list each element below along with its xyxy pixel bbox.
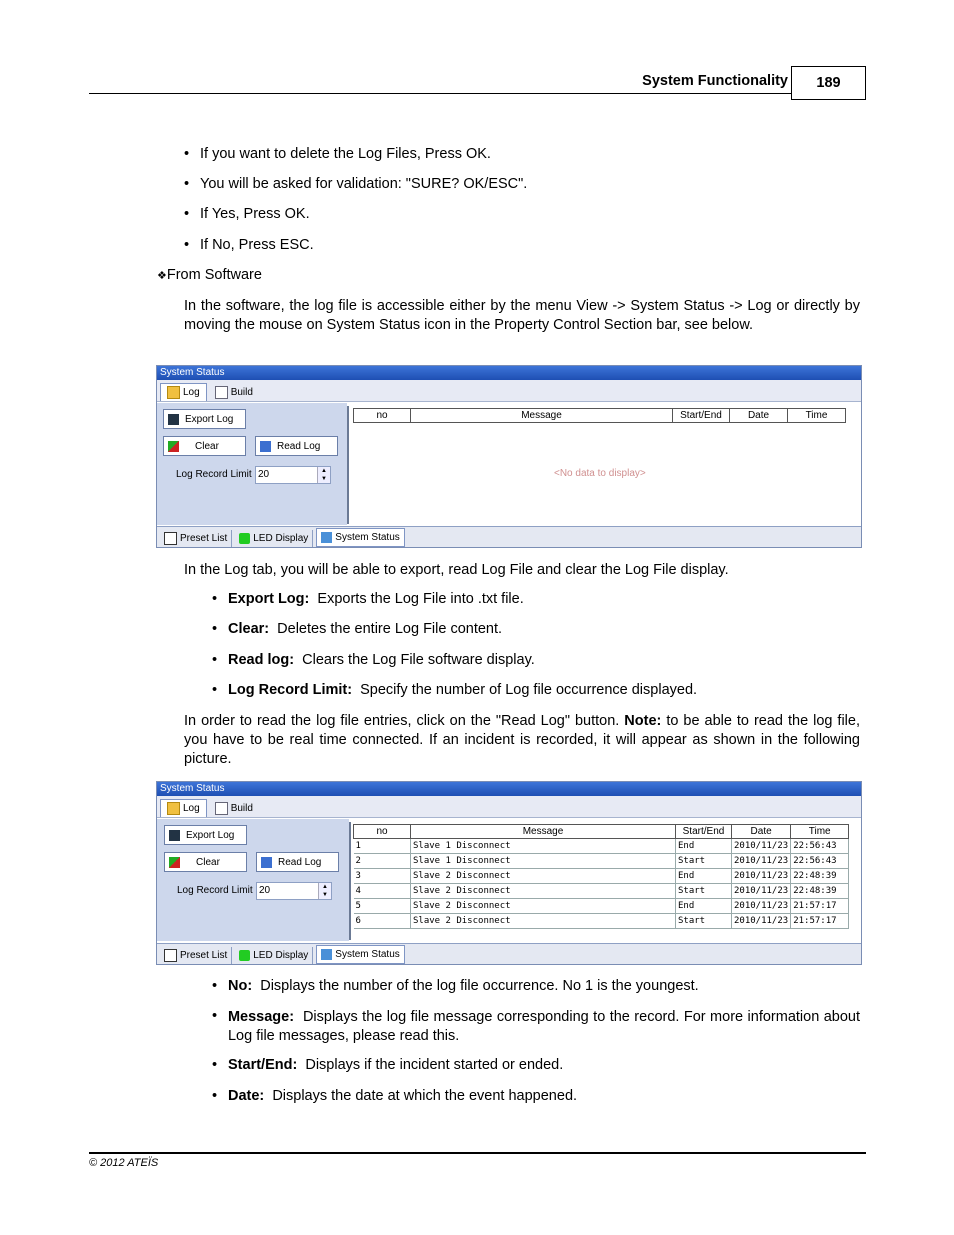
list-item: • Message: Displays the log file message corresponding to the record. For more information about Log file messages, please read this. — [212, 1008, 860, 1044]
led-icon — [239, 533, 250, 544]
document-icon — [215, 386, 228, 399]
column-header[interactable]: no — [354, 409, 411, 423]
column-header[interactable]: no — [354, 825, 411, 839]
table-row[interactable]: 2 Slave 1 Disconnect Start 2010/11/23 22:56:43 — [354, 854, 849, 869]
folder-icon — [167, 386, 180, 399]
tab-led-display[interactable]: LED Display — [235, 947, 313, 964]
folder-icon — [167, 802, 180, 815]
paragraph: In order to read the log file entries, click on the "Read Log" button. Note: to be able to read the log file, you have to be real time connected. If an incident is recorded, it will appear as shown in the following picture. — [184, 713, 860, 767]
list-item: • You will be asked for validation: "SURE? OK/ESC". — [184, 176, 528, 192]
system-status-panel — [156, 781, 862, 965]
list-item: • If you want to delete the Log Files, Press OK. — [184, 146, 491, 162]
copyright: © 2012 ATEÏS — [89, 1157, 159, 1169]
column-header[interactable]: Message — [411, 825, 676, 839]
log-record-limit-label: Log Record Limit — [176, 469, 252, 480]
column-header[interactable]: Time — [788, 409, 846, 423]
panel-title: System Status — [157, 366, 861, 380]
page-number: 189 — [791, 66, 866, 100]
log-record-limit-stepper[interactable]: 20 ▲ ▼ — [255, 466, 331, 484]
list-item: • No: Displays the number of the log file occurrence. No 1 is the youngest. — [212, 978, 699, 994]
tab-preset-list[interactable]: Preset List — [160, 947, 232, 964]
empty-state-text: <No data to display> — [554, 468, 646, 479]
list-icon — [164, 949, 177, 962]
document-icon — [215, 802, 228, 815]
system-status-panel — [156, 365, 862, 548]
column-header[interactable]: Start/End — [676, 825, 732, 839]
read-log-icon — [260, 441, 271, 452]
header-rule — [89, 93, 791, 94]
tab-log[interactable]: Log — [160, 383, 207, 401]
export-log-button[interactable]: Export Log — [164, 825, 247, 845]
log-grid — [347, 406, 862, 524]
table-row[interactable]: 3 Slave 2 Disconnect End 2010/11/23 22:48:39 — [354, 869, 849, 884]
section-title: System Functionality — [642, 73, 788, 89]
panel-tabs — [157, 796, 861, 818]
read-log-button[interactable]: Read Log — [255, 436, 338, 456]
list-item: • Date: Displays the date at which the event happened. — [212, 1088, 578, 1104]
save-icon — [169, 830, 180, 841]
clear-button[interactable]: Clear — [164, 852, 247, 872]
bottom-tabs — [157, 943, 861, 964]
table-row[interactable]: 5 Slave 2 Disconnect End 2010/11/23 21:57:17 — [354, 899, 849, 914]
save-icon — [168, 414, 179, 425]
controls-pane — [157, 403, 347, 525]
column-header[interactable]: Time — [791, 825, 849, 839]
log-record-limit-stepper[interactable]: 20 ▲ ▼ — [256, 882, 332, 900]
list-item: • If No, Press ESC. — [184, 237, 314, 253]
system-status-icon — [321, 949, 332, 960]
eraser-icon — [169, 857, 180, 868]
table-row[interactable]: 4 Slave 2 Disconnect Start 2010/11/23 22:48:39 — [354, 884, 849, 899]
read-log-button[interactable]: Read Log — [256, 852, 339, 872]
table-row[interactable]: 6 Slave 2 Disconnect Start 2010/11/23 21:57:17 — [354, 914, 849, 929]
footer-rule — [89, 1152, 866, 1154]
diamond-bullet-icon: ❖ — [157, 270, 167, 282]
list-item: • Start/End: Displays if the incident started or ended. — [212, 1057, 564, 1073]
column-header[interactable]: Message — [411, 409, 673, 423]
clear-button[interactable]: Clear — [163, 436, 246, 456]
tab-build[interactable]: Build — [209, 384, 259, 401]
panel-tabs — [157, 380, 861, 402]
panel-title: System Status — [157, 782, 861, 796]
tab-preset-list[interactable]: Preset List — [160, 530, 232, 547]
stepper-arrows-icon[interactable]: ▲ ▼ — [318, 883, 331, 899]
list-item: • Export Log: Exports the Log File into .txt file. — [212, 591, 524, 607]
from-software-heading: ❖From Software — [157, 267, 262, 283]
list-item: • Read log: Clears the Log File software display. — [212, 652, 535, 668]
eraser-icon — [168, 441, 179, 452]
paragraph: In the Log tab, you will be able to export, read Log File and clear the Log File display. — [184, 562, 729, 578]
list-item: • Clear: Deletes the entire Log File content. — [212, 621, 503, 637]
led-icon — [239, 950, 250, 961]
list-icon — [164, 532, 177, 545]
bottom-tabs — [157, 526, 861, 547]
export-log-button[interactable]: Export Log — [163, 409, 246, 429]
column-header[interactable]: Date — [730, 409, 788, 423]
tab-system-status[interactable]: System Status — [316, 945, 404, 964]
column-header[interactable]: Start/End — [673, 409, 730, 423]
system-status-icon — [321, 532, 332, 543]
read-log-icon — [261, 857, 272, 868]
tab-led-display[interactable]: LED Display — [235, 530, 313, 547]
table-row[interactable]: 1 Slave 1 Disconnect End 2010/11/23 22:56:43 — [354, 839, 849, 854]
stepper-arrows-icon[interactable]: ▲ ▼ — [317, 467, 330, 483]
paragraph: In the software, the log file is accessible either by the menu View -> System Status -> Log or directly by moving the mouse on System Status icon in the Property Control Section bar, see below. — [184, 298, 860, 333]
list-item: • Log Record Limit: Specify the number of Log file occurrence displayed. — [212, 682, 698, 698]
tab-build[interactable]: Build — [209, 800, 259, 817]
tab-system-status[interactable]: System Status — [316, 528, 404, 547]
controls-pane — [157, 819, 349, 941]
column-header[interactable]: Date — [732, 825, 791, 839]
log-record-limit-label: Log Record Limit — [177, 885, 253, 896]
tab-log[interactable]: Log — [160, 799, 207, 817]
log-grid — [349, 822, 862, 940]
list-item: • If Yes, Press OK. — [184, 206, 310, 222]
